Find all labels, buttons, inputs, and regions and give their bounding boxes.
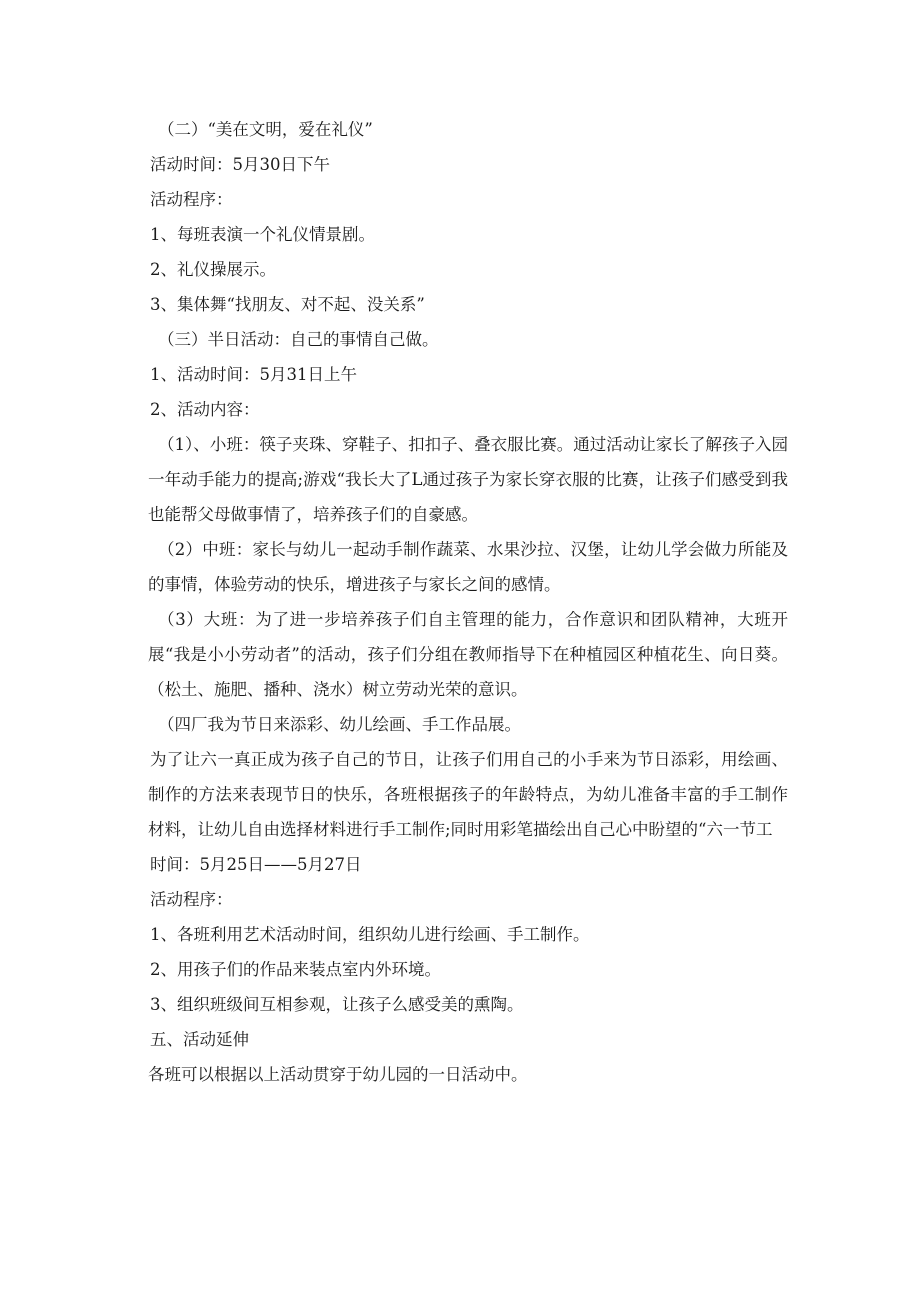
section-3-big-class: （3）大班：为了进一步培养孩子们自主管理的能力，合作意识和团队精神，大班开展“我是小小劳动者”的活动，孩子们分组在教师指导下在种植园区种植花生、向日葵。（松土、施肥、播种、浇水）树立劳动光荣的意识。 (148, 610, 788, 699)
section-2-time: 活动时间：5月30日下午 (150, 155, 330, 174)
section-4-procedure-label: 活动程序： (150, 890, 233, 909)
section-4-heading: （四厂我为节日来添彩、幼儿绘画、手工作品展。 (158, 715, 521, 734)
document-body (148, 112, 788, 1092)
section-2-procedure-label: 活动程序： (150, 190, 233, 209)
section-2-item-2: 2、礼仪操展示。 (150, 260, 276, 279)
section-2-heading: （二）“美在文明，爱在礼仪” (158, 120, 373, 139)
section-2-item-1: 1、每班表演一个礼仪情景剧。 (150, 225, 375, 244)
section-3-heading: （三）半日活动：自己的事情自己做。 (158, 330, 439, 349)
section-4-description: 为了让六一真正成为孩子自己的节日，让孩子们用自己的小手来为节日添彩，用绘画、制作的方法来表现节日的快乐，各班根据孩子的年龄特点，为幼儿准备丰富的手工制作材料，让幼儿自由选择材料进行手工制作;同时用彩笔描绘出自己心中盼望的“六一节工 (148, 750, 788, 839)
section-2-item-3: 3、集体舞“找朋友、对不起、没关系” (150, 295, 425, 314)
section-4-time: 时间：5月25日——5月27日 (150, 855, 362, 874)
section-3-small-class: （1）、小班：筷子夹珠、穿鞋子、扣扣子、叠衣服比赛。通过活动让家长了解孩子入园一年动手能力的提高;游戏“我长大了L通过孩子为家长穿衣服的比赛，让孩子们感受到我也能帮父母做事情了，培养孩子们的自豪感。 (148, 435, 788, 524)
section-3-time: 1、活动时间：5月31日上午 (150, 365, 357, 384)
section-4-item-2: 2、用孩子们的作品来装点室内外环境。 (150, 960, 441, 979)
section-5-description: 各班可以根据以上活动贯穿于幼儿园的一日活动中。 (148, 1065, 528, 1084)
section-3-middle-class: （2）中班：家长与幼儿一起动手制作蔬菜、水果沙拉、汉堡，让幼儿学会做力所能及的事情，体验劳动的快乐，增进孩子与家长之间的感情。 (148, 540, 788, 594)
section-3-content-label: 2、活动内容： (150, 400, 260, 419)
section-4-item-1: 1、各班利用艺术活动时间，组织幼儿进行绘画、手工制作。 (150, 925, 590, 944)
section-4-item-3: 3、组织班级间互相参观，让孩子么感受美的熏陶。 (150, 995, 524, 1014)
section-5-heading: 五、活动延伸 (150, 1030, 249, 1049)
